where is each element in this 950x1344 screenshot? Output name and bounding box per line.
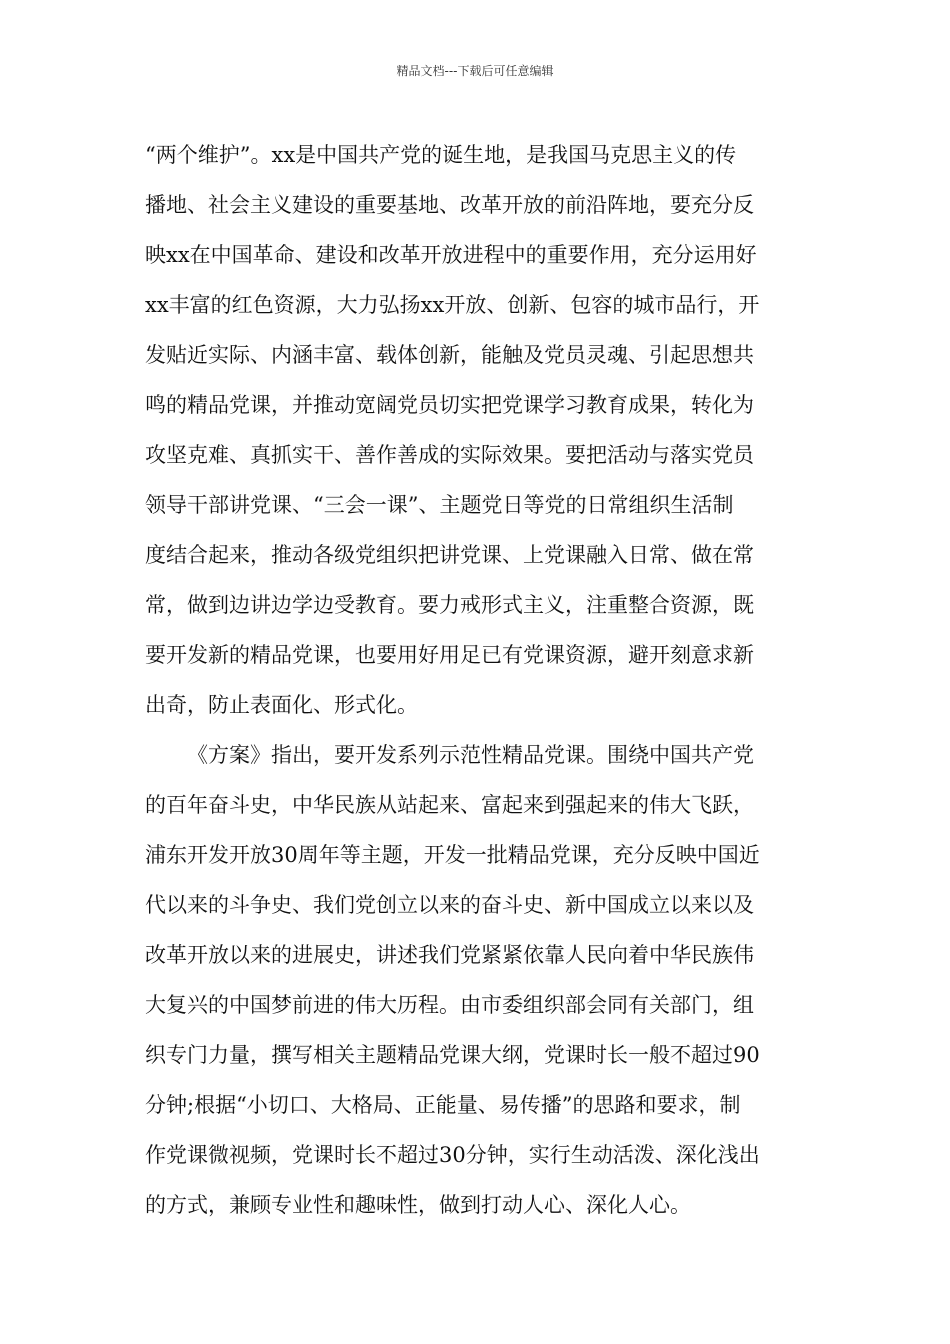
text-line: 浦东开发开放30周年等主题，开发一批精品党课，充分反映中国近	[145, 843, 760, 867]
text-line: 要开发新的精品党课，也要用好用足已有党课资源，避开刻意求新	[145, 643, 754, 667]
text-line: 代以来的斗争史、我们党创立以来的奋斗史、新中国成立以来以及	[145, 893, 754, 917]
text-line: 映xx在中国革命、建设和改革开放进程中的重要作用，充分运用好	[145, 243, 757, 267]
page-header: 精品文档---下载后可任意编辑	[396, 64, 554, 78]
text-line: “两个维护”。xx是中国共产党的诞生地，是我国马克思主义的传	[145, 143, 737, 167]
text-line: 织专门力量，撰写相关主题精品党课大纲，党课时长一般不超过90	[145, 1043, 760, 1067]
paragraph-2	[145, 730, 805, 1230]
text-line: 领导干部讲党课、“三会一课”、主题党日等党的日常组织生活制	[145, 493, 734, 517]
text-line: 鸣的精品党课，并推动宽阔党员切实把党课学习教育成果，转化为	[145, 393, 754, 417]
text-line: 播地、社会主义建设的重要基地、改革开放的前沿阵地，要充分反	[145, 193, 754, 217]
text-line: 发贴近实际、内涵丰富、载体创新，能触及党员灵魂、引起思想共	[145, 343, 754, 367]
paragraph-1	[145, 130, 805, 730]
text-line: 分钟;根据“小切口、大格局、正能量、易传播”的思路和要求，制	[145, 1093, 741, 1117]
text-line: 常，做到边讲边学边受教育。要力戒形式主义，注重整合资源，既	[145, 593, 754, 617]
text-line: 攻坚克难、真抓实干、善作善成的实际效果。要把活动与落实党员	[145, 443, 754, 467]
text-line: 作党课微视频，党课时长不超过30分钟，实行生动活泼、深化浅出	[145, 1143, 760, 1167]
text-line: 《方案》指出，要开发系列示范性精品党课。围绕中国共产党	[187, 743, 754, 767]
text-line: 大复兴的中国梦前进的伟大历程。由市委组织部会同有关部门，组	[145, 993, 754, 1017]
text-line: 出奇，防止表面化、形式化。	[145, 693, 418, 717]
text-line: 的百年奋斗史，中华民族从站起来、富起来到强起来的伟大飞跃，	[145, 793, 754, 817]
text-line: 改革开放以来的进展史，讲述我们党紧紧依靠人民向着中华民族伟	[145, 943, 754, 967]
text-line: 的方式，兼顾专业性和趣味性，做到打动人心、深化人心。	[145, 1193, 691, 1217]
text-line: 度结合起来，推动各级党组织把讲党课、上党课融入日常、做在常	[145, 543, 754, 567]
document-body	[145, 130, 805, 1230]
text-line: xx丰富的红色资源，大力弘扬xx开放、创新、包容的城市品行，开	[145, 293, 760, 317]
